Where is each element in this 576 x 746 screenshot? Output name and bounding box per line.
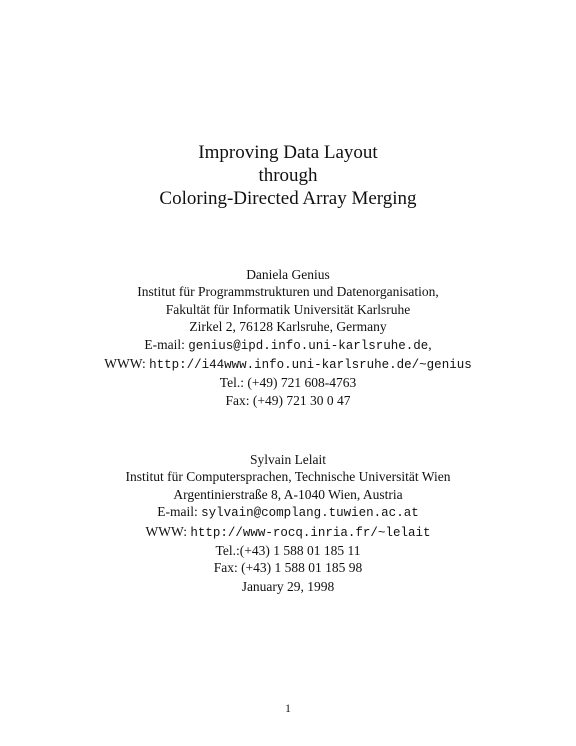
author-email-line: [0, 503, 576, 522]
author-institute: Institut für Computersprachen, Technische Universität Wien: [125, 469, 451, 485]
title-line-3: Coloring-Directed Array Merging: [159, 188, 417, 209]
email-suffix: ,: [428, 336, 432, 352]
author-phone: Tel.: (+49) 721 608-4763: [219, 375, 357, 391]
page-number: 1: [285, 703, 291, 715]
author-email[interactable]: genius@ipd.info.uni-karlsruhe.de: [188, 338, 429, 353]
title-line-2: through: [258, 165, 318, 186]
author-name: Sylvain Lelait: [249, 452, 327, 467]
author-institute-line-2: Fakultät für Informatik Universität Karlsruhe: [165, 301, 411, 317]
email-label: E-mail:: [157, 504, 202, 520]
www-label: WWW:: [104, 356, 150, 372]
paper-title: [0, 141, 576, 210]
author-www-link[interactable]: http://i44www.info.uni-karlsruhe.de/~genius: [149, 358, 472, 373]
author-email[interactable]: sylvain@complang.tuwien.ac.at: [201, 506, 419, 521]
author-fax: Fax: (+43) 1 588 01 185 98: [213, 560, 363, 576]
www-label: WWW:: [145, 523, 191, 539]
author-www-line: [0, 523, 576, 542]
author-name: Daniela Genius: [246, 267, 330, 282]
author-email-line: [0, 336, 576, 355]
author-www-line: [0, 355, 576, 374]
author-block-1: [0, 266, 576, 409]
author-phone: Tel.:(+43) 1 588 01 185 11: [215, 543, 361, 559]
author-fax: Fax: (+49) 721 30 0 47: [225, 392, 351, 408]
title-line-1: Improving Data Layout: [198, 142, 378, 163]
author-institute-line-1: Institut für Programmstrukturen und Datenorganisation,: [137, 284, 439, 300]
paper-date: January 29, 1998: [241, 579, 335, 594]
author-address: Zirkel 2, 76128 Karlsruhe, Germany: [189, 319, 387, 335]
email-label: E-mail:: [144, 336, 189, 352]
author-block-2: [0, 451, 576, 577]
author-www-link[interactable]: http://www-rocq.inria.fr/~lelait: [190, 525, 431, 540]
author-address: Argentinierstraße 8, A-1040 Wien, Austria: [173, 486, 403, 502]
